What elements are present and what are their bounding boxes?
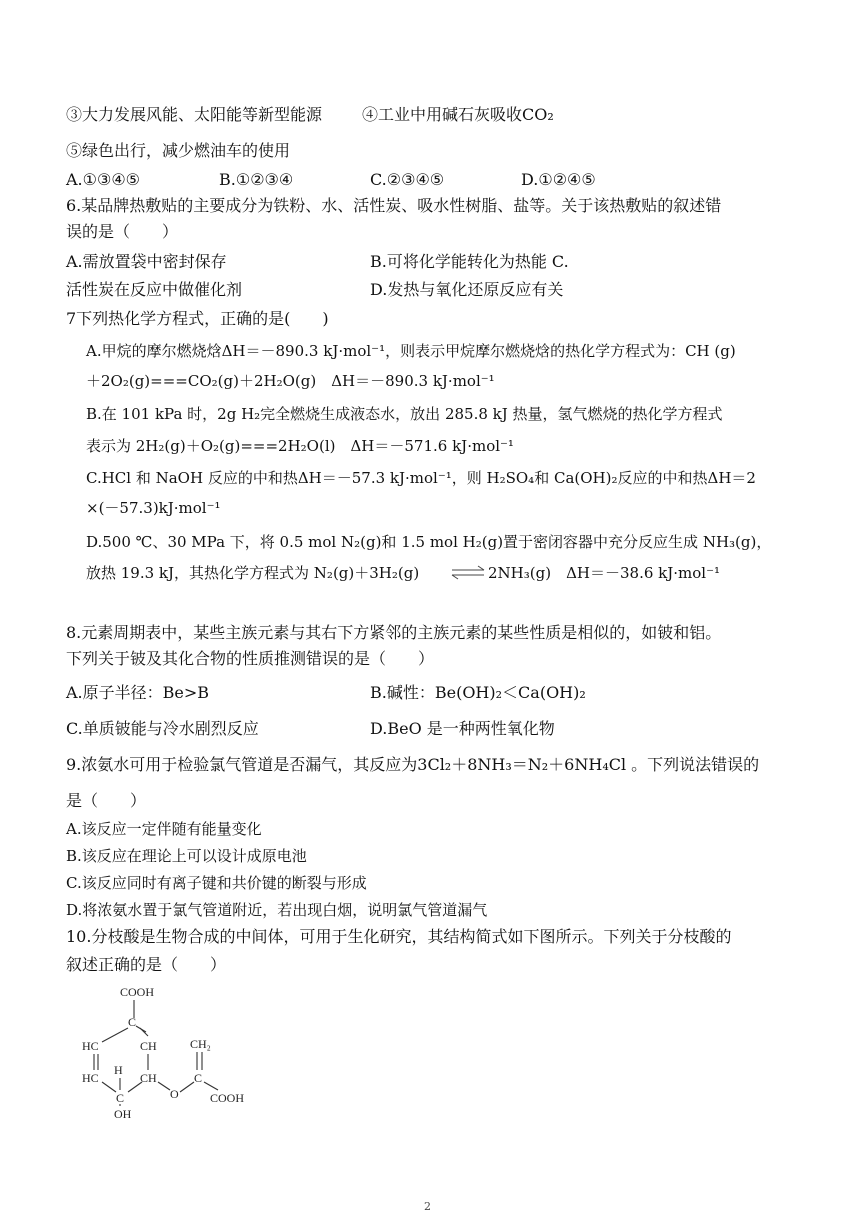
q8-option-b: B.碱性：Be(OH)₂＜Ca(OH)₂ [370, 683, 586, 702]
q6-option-d: D.发热与氧化还原反应有关 [370, 280, 564, 299]
label-hc-1: HC [82, 1039, 99, 1053]
q10-stem-line1: 10.分枝酸是生物合成的中间体，可用于生化研究，其结构简式如下图所示。下列关于分枝酸的 [66, 927, 732, 946]
q9-option-b: B.该反应在理论上可以设计成原电池 [66, 847, 307, 865]
label-c-top: C [128, 1015, 137, 1029]
label-o: O [170, 1087, 179, 1101]
q9-stem-line2: 是（ ） [66, 791, 147, 810]
q6-stem-line2: 误的是（ ） [66, 222, 179, 241]
label-c-vinyl: C [194, 1071, 203, 1085]
q9-option-d: D.将浓氨水置于氯气管道附近，若出现白烟，说明氯气管道漏气 [66, 901, 488, 919]
label-cooh-top: COOH [120, 985, 155, 999]
q6-option-a: A.需放置袋中密封保存 [66, 252, 227, 271]
q6-option-b: B.可将化学能转化为热能 C. [370, 252, 569, 271]
label-c-bottom: C [116, 1091, 125, 1105]
label-hc-2: HC [82, 1071, 99, 1085]
q9-stem-line1: 9.浓氨水可用于检验氯气管道是否漏气，其反应为3Cl₂＋8NH₃＝N₂＋6NH₄Cl 。下列说法错误的 [66, 755, 760, 774]
q7-option-d-line2b: 2NH₃(g) ΔH＝－38.6 kJ·mol⁻¹ [488, 564, 721, 582]
label-h: H [114, 1063, 123, 1077]
label-ch-1: CH [140, 1039, 157, 1053]
q7-option-a-line2: ＋2O₂(g)===CO₂(g)＋2H₂O(g) ΔH＝－890.3 kJ·mol⁻¹ [86, 372, 495, 390]
q8-option-c: C.单质铍能与冷水剧烈反应 [66, 719, 259, 738]
q7-option-c-line2: ×(－57.3)kJ·mol⁻¹ [86, 499, 221, 517]
q10-stem-line2: 叙述正确的是（ ） [66, 955, 227, 974]
q7-option-a-line1: A.甲烷的摩尔燃烧焓ΔH＝－890.3 kJ·mol⁻¹，则表示甲烷摩尔燃烧焓的热化学方程式为：CH (g) [86, 342, 736, 360]
q6-option-c: 活性炭在反应中做催化剂 [66, 280, 243, 299]
q5-option-b: B.①②③④ [219, 170, 294, 189]
q5-item-4: ④工业中用碱石灰吸收CO₂ [362, 105, 554, 124]
label-ch2-group: CH₂ [190, 1037, 211, 1051]
q5-option-d: D.①②④⑤ [521, 170, 596, 189]
label-ch-2: CH [140, 1071, 157, 1085]
q8-option-a: A.原子半径：Be>B [66, 683, 210, 702]
q8-stem-line2: 下列关于铍及其化合物的性质推测错误的是（ ） [66, 649, 435, 668]
q5-option-c: C.②③④⑤ [370, 170, 445, 189]
q8-stem-line1: 8.元素周期表中，某些主族元素与其右下方紧邻的主族元素的某些性质是相似的，如铍和铝。 [66, 623, 722, 642]
label-oh: OH [114, 1107, 132, 1118]
q9-option-a: A.该反应一定伴随有能量变化 [66, 820, 262, 838]
q7-option-b-line1: B.在 101 kPa 时，2g H₂完全燃烧生成液态水，放出 285.8 kJ 热量，氢气燃烧的热化学方程式 [86, 405, 723, 423]
q7-option-c-line1: C.HCl 和 NaOH 反应的中和热ΔH＝－57.3 kJ·mol⁻¹，则 H₂SO₄和 Ca(OH)₂反应的中和热ΔH＝2 [86, 469, 756, 487]
q8-option-d: D.BeO 是一种两性氧化物 [370, 719, 555, 738]
q7-option-d-line1: D.500 ℃、30 MPa 下，将 0.5 mol N₂(g)和 1.5 mol H₂(g)置于密闭容器中充分反应生成 NH₃(g)， [86, 533, 772, 551]
q5-item-3: ③大力发展风能、太阳能等新型能源 [66, 105, 323, 124]
page-number: 2 [424, 1200, 431, 1213]
q7-option-b-line2: 表示为 2H₂(g)＋O₂(g)===2H₂O(l) ΔH＝－571.6 kJ·mol⁻¹ [86, 437, 514, 455]
reversible-arrow-icon [450, 564, 486, 582]
chorismic-acid-structure [76, 978, 266, 1118]
q7-option-d-line2a: 放热 19.3 kJ，其热化学方程式为 N₂(g)＋3H₂(g) [86, 564, 420, 582]
q9-option-c: C.该反应同时有离子键和共价键的断裂与形成 [66, 874, 367, 892]
q5-item-5: ⑤绿色出行，减少燃油车的使用 [66, 141, 291, 160]
q7-stem: 7下列热化学方程式，正确的是( ) [66, 309, 329, 328]
q5-option-a: A.①③④⑤ [66, 170, 141, 189]
label-cooh-right: COOH [210, 1091, 245, 1105]
q6-stem-line1: 6.某品牌热敷贴的主要成分为铁粉、水、活性炭、吸水性树脂、盐等。关于该热敷贴的叙述错 [66, 196, 722, 215]
